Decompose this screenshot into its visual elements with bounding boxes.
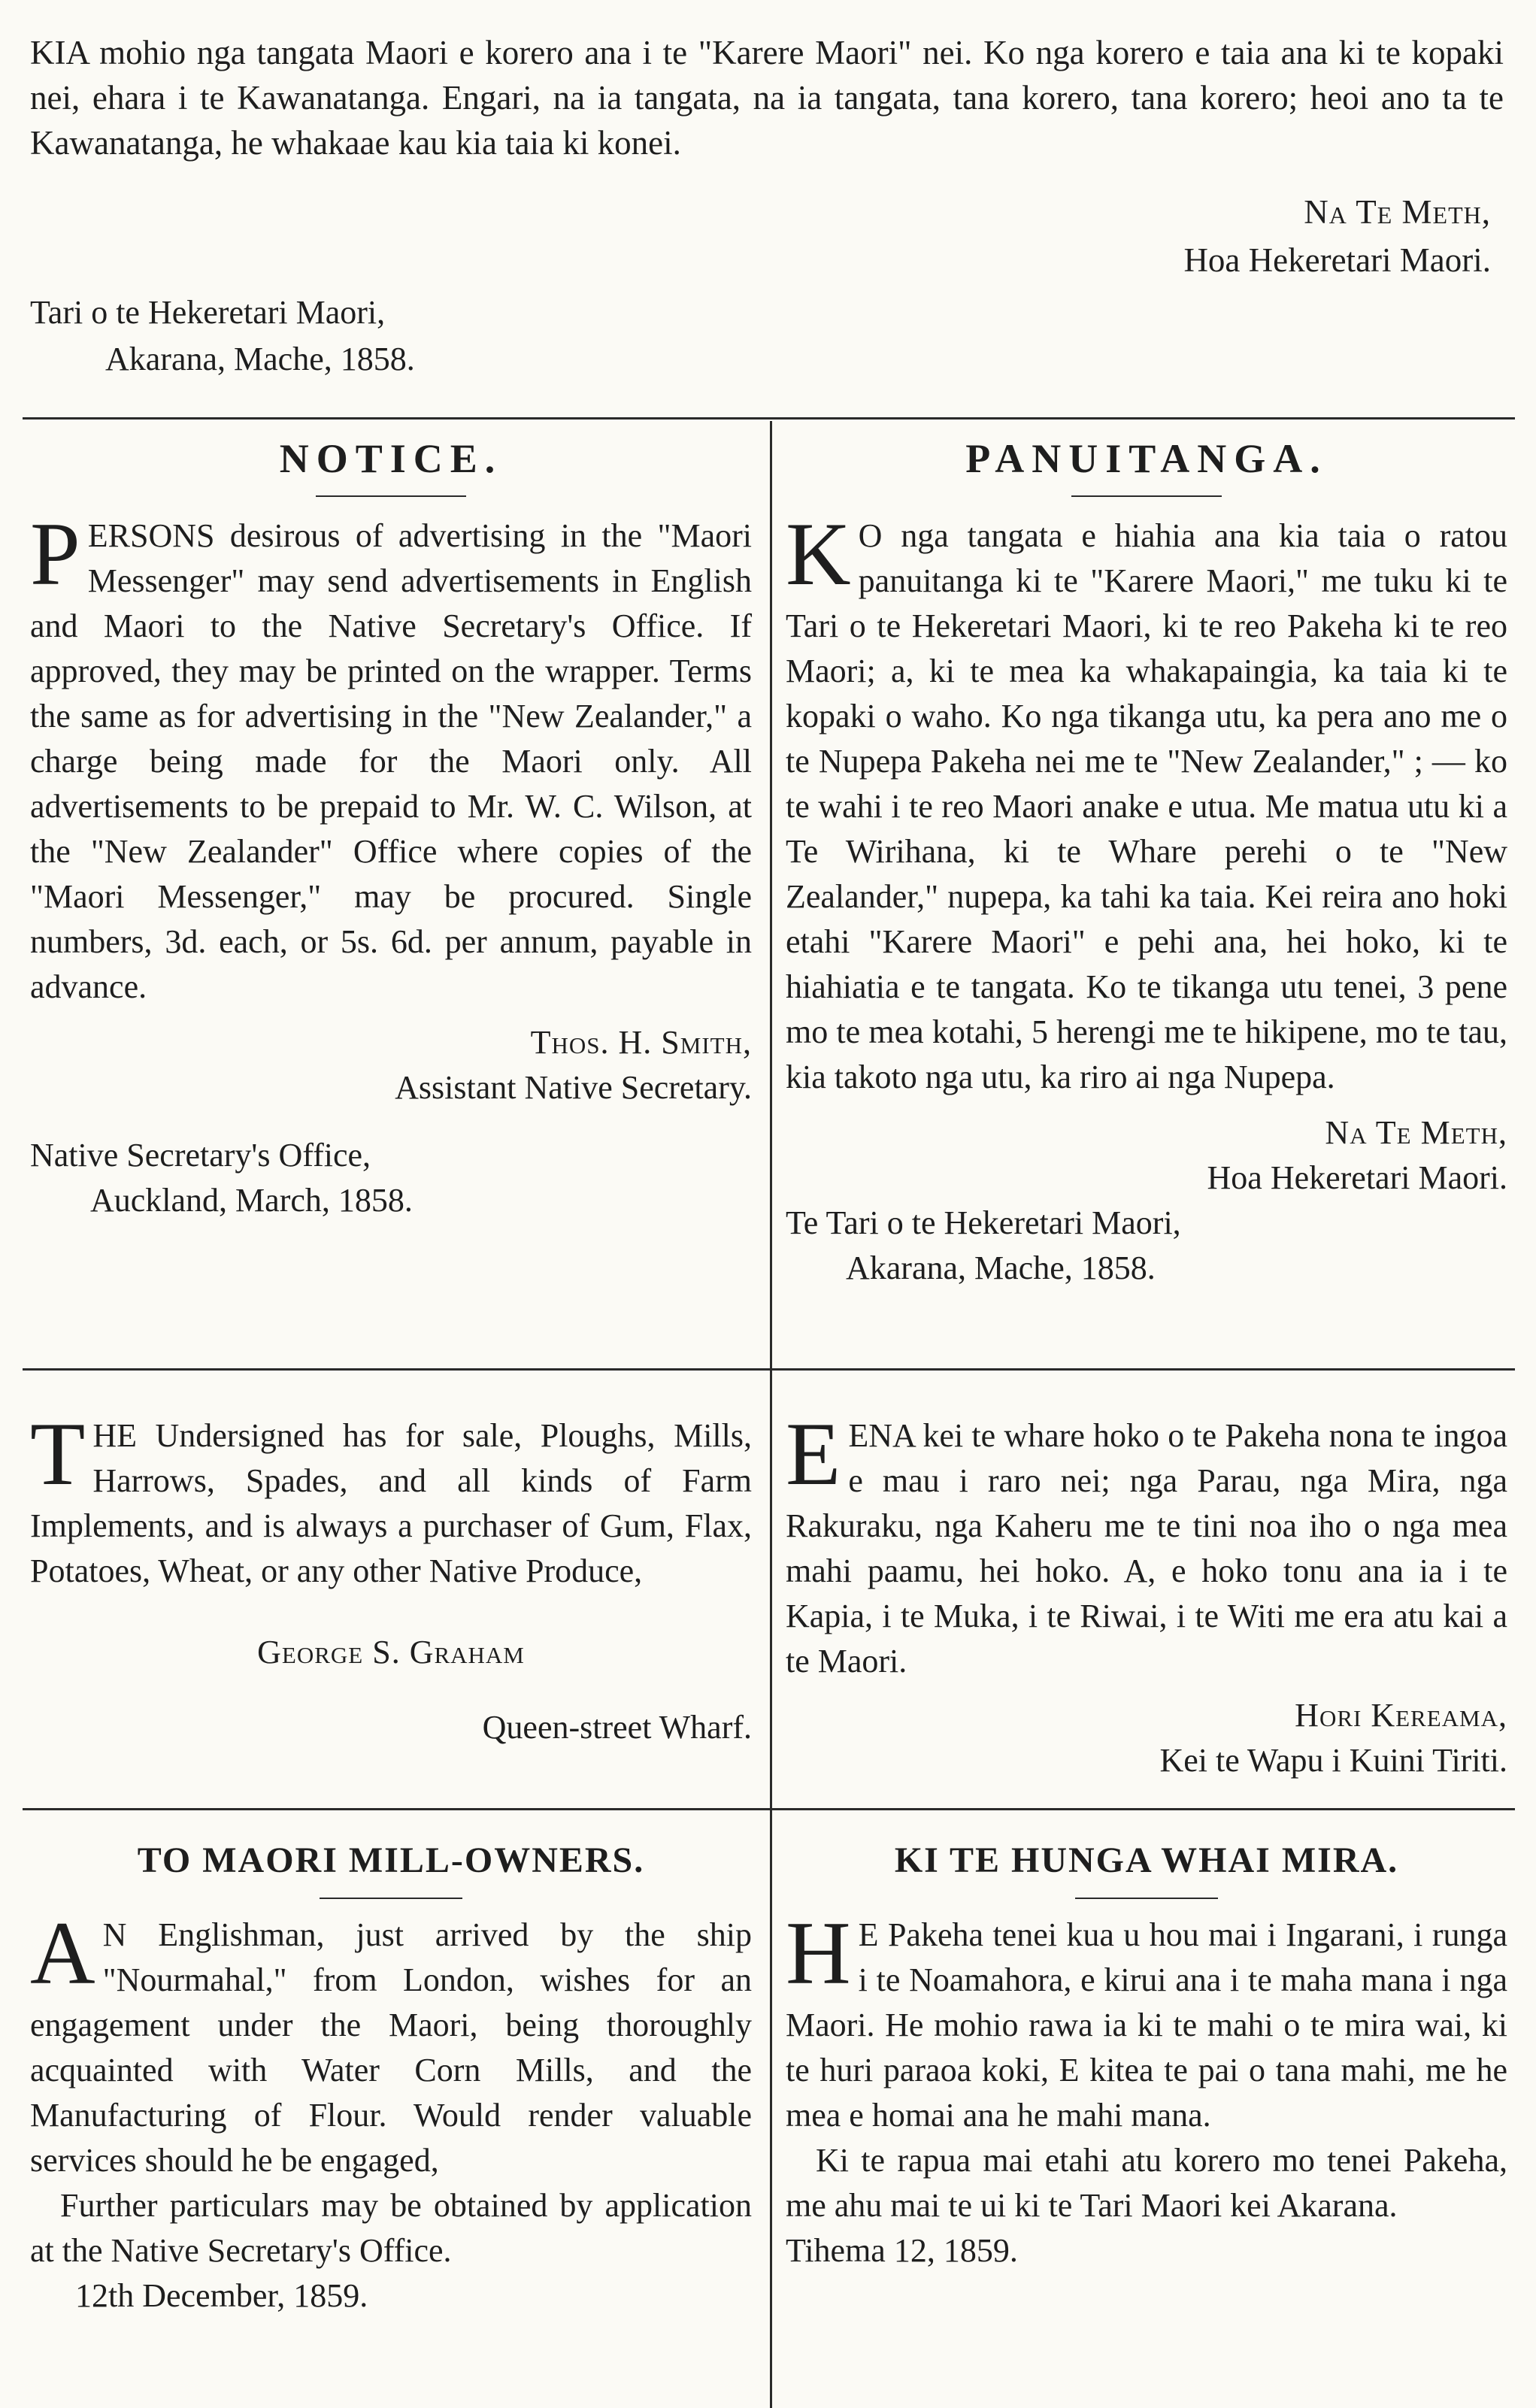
panuitanga-signature — [786, 1110, 1507, 1201]
kereama-text: ENA kei te whare hoko o te Pakeha nona te ingoa e mau i raro nei; nga Parau, nga Mira, nga Rakuraku, nga Kaheru me te tini noa iho o nga mea mahi paamu, hei hoko. A, e hoko tonu ana ia i te Kapia, i te Muka, i te Riwai, i te Witi me era atu kai a te Maori. — [786, 1417, 1507, 1680]
whai-mira-date: Tihema 12, 1859. — [786, 2232, 1018, 2269]
office-line: Native Secretary's Office, — [30, 1137, 371, 1174]
office-line: Tari o te Hekeretari Maori, — [30, 294, 386, 331]
disclaimer-signature — [1183, 188, 1491, 284]
graham-advert-maori — [786, 1404, 1507, 1783]
notice-text: ERSONS desirous of advertising in the "Maori Messenger" may send advertisements in English and Maori to the Native Secretary's Office. If approved, they may be printed on the wrapper. Terms the same as for advertising in the "New Zealander," a charge being made for the Maori only. All advertisements to be prepaid to Mr. W. C. Wilson, at the "New Zealander" Office where copies of the "Maori Messenger," may be procured. Single numbers, 3d. each, or 5s. 6d. per annum, payable in advance. — [30, 517, 752, 1005]
drop-cap: P — [30, 504, 80, 604]
kereama-signature: Hori Kereama, — [1295, 1697, 1507, 1734]
mill-body — [30, 1903, 752, 2183]
office-date: Akarana, Mache, 1858. — [846, 1249, 1156, 1286]
notice-signature — [30, 1020, 752, 1110]
mill-heading: TO MAORI MILL-OWNERS. — [137, 1840, 645, 1880]
graham-advert-english — [30, 1404, 752, 1750]
whai-mira-text: E Pakeha tenei kua u hou mai i Ingarani, i runga i te Noamahora, e kirui ana i te maha mana i nga Maori. He mohio rawa ia ki te mahi o te mira wai, ki te huri paraoa koki, E kitea te pai o tana mahi, me he mea e homai ana he mahi mana. — [786, 1916, 1507, 2134]
panuitanga-heading: PANUITANGA. — [965, 436, 1328, 481]
signature-title: Hoa Hekeretari Maori. — [1207, 1159, 1507, 1196]
panuitanga-section — [786, 432, 1507, 1291]
office-line: Te Tari o te Hekeretari Maori, — [786, 1204, 1181, 1241]
graham-body — [30, 1404, 752, 1594]
kereama-place: Kei te Wapu i Kuini Tiriti. — [1159, 1742, 1507, 1779]
disclaimer-paragraph: KIA mohio nga tangata Maori e korero ana i te "Karere Maori" nei. Ko nga korero e taia ana ki te kopaki nei, ehara i te Kawanatanga. Engari, na ia tangata, na ia tangata, tana korero, tana korero; heoi ano ta te Kawanatanga, he whakaae kau kia taia ki konei. — [30, 34, 1504, 162]
panuitanga-body — [786, 504, 1507, 1100]
notice-body — [30, 504, 752, 1010]
whai-mira-body — [786, 1903, 1507, 2138]
drop-cap: K — [786, 504, 851, 604]
mill-owners-section — [30, 1834, 752, 2319]
divider — [23, 1808, 1515, 1810]
drop-cap: A — [30, 1903, 95, 2003]
drop-cap: H — [786, 1903, 851, 2003]
signature-name: Na Te Meth, — [1325, 1114, 1507, 1151]
mill-text: N Englishman, just arrived by the ship "Nourmahal," from London, wishes for an engagement under the Maori, being thoroughly acquainted with Water Corn Mills, and the Manufacturing of Flour. Would render valuable services should he be engaged, — [30, 1916, 752, 2179]
graham-place: Queen-street Wharf. — [482, 1709, 752, 1746]
heading-rule — [1075, 1898, 1218, 1899]
whai-mira-heading: KI TE HUNGA WHAI MIRA. — [894, 1840, 1399, 1880]
panuitanga-office — [786, 1201, 1507, 1291]
maori-disclaimer — [30, 30, 1504, 165]
column-divider — [770, 421, 772, 2408]
notice-office — [30, 1133, 752, 1223]
panuitanga-text: O nga tangata e hiahia ana kia taia o ratou panuitanga ki te "Karere Maori," me tuku ki te Tari o te Hekeretari Maori, ki te reo Pakeha ki te reo Maori; a, ki te mea ka whakapaingia, ka taia ki te kopaki o waho. Ko nga tikanga utu, ka pera ano me o te Nupepa Pakeha nei me te "New Zealander," ; — ko te wahi i te reo Maori anake e utua. Me matua utu ki a Te Wirihana, ki te Whare perehi o te "New Zealander," nupepa, ka tahi ka taia. Kei reira ano hoki etahi "Karere Maori" e pehi ana, hei hoko, ki te hiahiatia e te tangata. Ko te tikanga utu tenei, 3 pene mo te mea kotahi, 5 herengi me te hikipene, mo te tau, kia takoto nga utu, ka riro ai nga Nupepa. — [786, 517, 1507, 1095]
signature-title: Assistant Native Secretary. — [395, 1069, 752, 1106]
heading-rule — [316, 495, 466, 497]
disclaimer-office — [30, 289, 415, 383]
drop-cap: T — [30, 1404, 86, 1504]
heading-rule — [320, 1898, 462, 1899]
office-date: Auckland, March, 1858. — [90, 1182, 413, 1219]
office-date: Akarana, Mache, 1858. — [105, 341, 415, 377]
whai-mira-section — [786, 1834, 1507, 2273]
kereama-body — [786, 1404, 1507, 1684]
divider — [23, 417, 1515, 420]
graham-text: HE Undersigned has for sale, Ploughs, Mills, Harrows, Spades, and all kinds of Farm Implements, and is always a purchaser of Gum, Flax, Potatoes, Wheat, or any other Native Produce, — [30, 1417, 752, 1589]
drop-cap: E — [786, 1404, 841, 1504]
notice-heading: NOTICE. — [279, 436, 503, 481]
heading-rule — [1071, 495, 1222, 497]
mill-date: 12th December, 1859. — [75, 2277, 368, 2314]
signature-name: Thos. H. Smith, — [530, 1024, 752, 1061]
mill-further: Further particulars may be obtained by application at the Native Secretary's Office. — [30, 2187, 752, 2269]
graham-signature: George S. Graham — [257, 1634, 525, 1670]
signature-title: Hoa Hekeretari Maori. — [1183, 241, 1491, 279]
whai-mira-further: Ki te rapua mai etahi atu korero mo tenei Pakeha, me ahu mai te ui ki te Tari Maori kei Akarana. — [786, 2142, 1507, 2224]
notice-section — [30, 432, 752, 1223]
divider — [23, 1368, 1515, 1371]
signature-name: Na Te Meth, — [1304, 193, 1491, 231]
